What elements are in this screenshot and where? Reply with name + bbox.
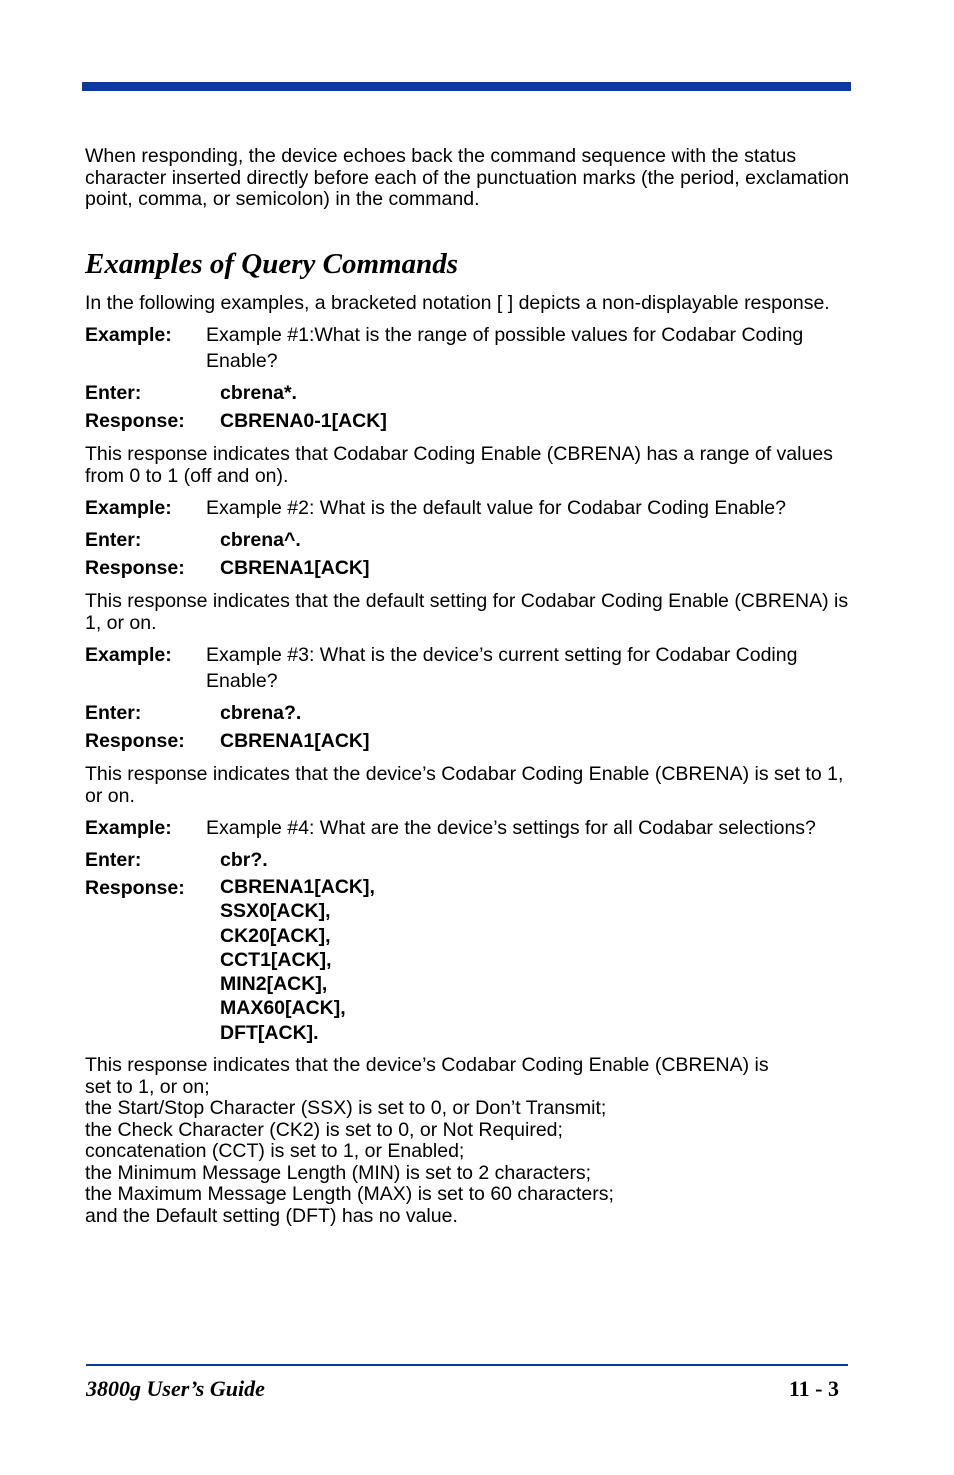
footer-guide-title: 3800g User’s Guide <box>86 1376 265 1401</box>
page-content <box>85 146 850 1227</box>
example-description: This response indicates that the device’s Codabar Coding Enable (CBRENA) is set to 1, or on. <box>85 763 844 807</box>
example-row <box>85 322 850 374</box>
final-line: concatenation (CCT) is set to 1, or Enabled; <box>85 1140 465 1163</box>
enter-label: Enter: <box>85 849 142 871</box>
enter-command: cbrena^. <box>220 529 301 551</box>
enter-command: cbr?. <box>220 849 268 871</box>
section-heading: Examples of Query Commands <box>85 247 458 280</box>
example-question: Example #3: What is the device’s current setting for Codabar Coding Enable? <box>206 644 798 692</box>
example-description: This response indicates that Codabar Coding Enable (CBRENA) has a range of values from 0 to 1 (off and on). <box>85 443 833 487</box>
example-description: This response indicates that the default setting for Codabar Coding Enable (CBRENA) is 1, or on. <box>85 590 849 634</box>
response-line: CCT1[ACK], <box>220 948 332 971</box>
response-line: MAX60[ACK], <box>220 997 346 1020</box>
footer-page-number: 11 - 3 <box>788 1376 839 1401</box>
final-line: the Maximum Message Length (MAX) is set to 60 characters; <box>85 1183 614 1206</box>
example-question: Example #2: What is the default value for Codabar Coding Enable? <box>206 497 786 519</box>
final-line: the Minimum Message Length (MIN) is set to 2 characters; <box>85 1161 592 1184</box>
enter-row <box>85 380 850 406</box>
enter-command: cbrena*. <box>220 382 297 404</box>
example-row <box>85 495 850 521</box>
bracket-note: In the following examples, a bracketed notation [ ] depicts a non-displayable response. <box>85 291 830 314</box>
example-label: Example: <box>85 644 172 666</box>
response-line: CK20[ACK], <box>220 924 331 947</box>
response-value: CBRENA1[ACK] <box>220 557 370 579</box>
response-row <box>85 728 850 754</box>
response-line: SSX0[ACK], <box>220 900 331 923</box>
example-label: Example: <box>85 324 172 346</box>
final-line: This response indicates that the device’s Codabar Coding Enable (CBRENA) is <box>85 1054 769 1077</box>
example-question: Example #1:What is the range of possible values for Codabar Coding Enable? <box>206 324 804 372</box>
example-4 <box>85 815 850 1045</box>
example-row <box>85 815 850 841</box>
header-rule <box>82 82 851 91</box>
enter-row <box>85 700 850 726</box>
intro-paragraph: When responding, the device echoes back the command sequence with the status character inserted directly before each of the punctuation marks (the period, exclamation point, comma, or semicolon) in the command. <box>85 145 850 210</box>
response-label: Response: <box>85 557 185 579</box>
example-3 <box>85 642 850 807</box>
response-label: Response: <box>85 877 185 899</box>
response-row <box>85 555 850 581</box>
example-question: Example #4: What are the device’s settings for all Codabar selections? <box>206 817 816 839</box>
response-label: Response: <box>85 730 185 752</box>
enter-command: cbrena?. <box>220 702 302 724</box>
final-description <box>85 1055 850 1227</box>
final-line: the Check Character (CK2) is set to 0, or Not Required; <box>85 1118 563 1141</box>
response-line: MIN2[ACK], <box>220 973 328 996</box>
response-label: Response: <box>85 410 185 432</box>
enter-label: Enter: <box>85 529 142 551</box>
example-label: Example: <box>85 817 172 839</box>
response-list <box>220 875 850 1045</box>
response-value: CBRENA1[ACK] <box>220 730 370 752</box>
response-row <box>85 408 850 434</box>
enter-row <box>85 847 850 873</box>
example-1 <box>85 322 850 487</box>
response-row <box>85 875 850 1045</box>
final-line: the Start/Stop Character (SSX) is set to 0, or Don’t Transmit; <box>85 1097 607 1120</box>
example-label: Example: <box>85 497 172 519</box>
final-line: set to 1, or on; <box>85 1075 210 1098</box>
response-line: CBRENA1[ACK], <box>220 876 375 898</box>
example-row <box>85 642 850 694</box>
enter-label: Enter: <box>85 382 142 404</box>
response-value: CBRENA0-1[ACK] <box>220 410 387 432</box>
enter-label: Enter: <box>85 702 142 724</box>
example-2 <box>85 495 850 634</box>
final-line: and the Default setting (DFT) has no value. <box>85 1204 458 1227</box>
footer-rule <box>86 1364 848 1366</box>
response-line: DFT[ACK]. <box>220 1021 319 1044</box>
enter-row <box>85 527 850 553</box>
